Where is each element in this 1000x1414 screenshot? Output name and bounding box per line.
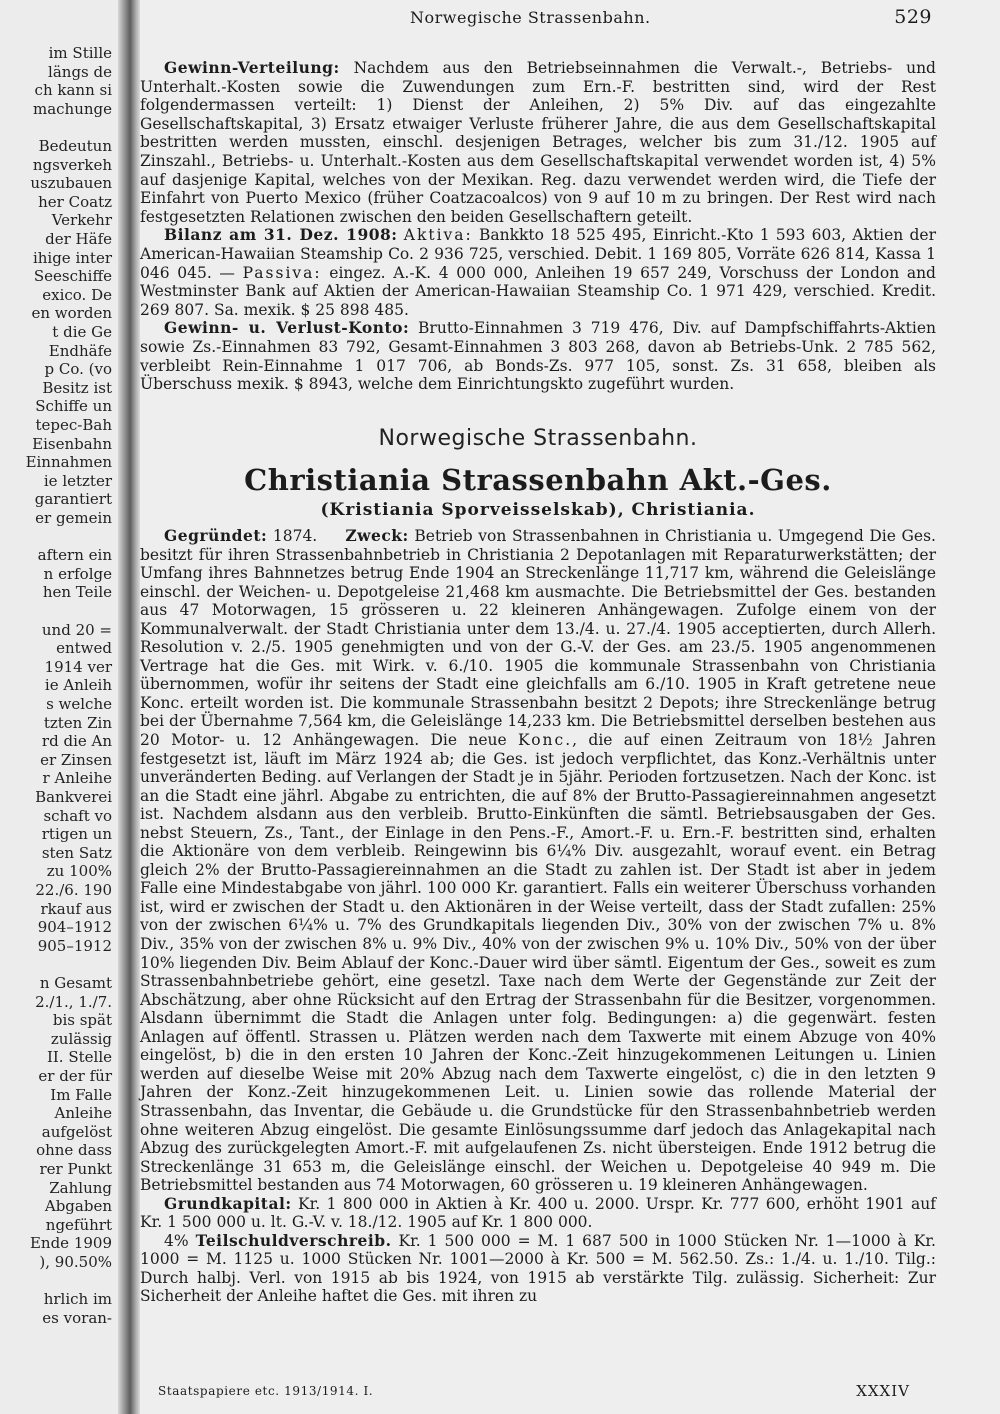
adjacent-page-fragment: ohne dass — [36, 1141, 112, 1160]
zweck-label: Zweck: — [345, 526, 409, 545]
adjacent-page-fragment: p Co. (vo — [44, 360, 112, 379]
konc-word: Konc. — [518, 731, 573, 750]
zweck-text: Betrieb von Strassenbahnen in Christiania u. Umgegend Die Ges. besitzt für ihren Strassenbahnbetrieb in Christiania 2 Depotanlagen mit Reparaturwerkstätten; der Umfang ihres Bahnnetzes betrug Ende 1904 an Streckenlänge 11,717 km, während die Geleislänge einschl. der Weichen- u. Depotgeleise 21,468 km ausmachte. Die Betriebsmittel der Ges. bestanden aus 47 Motorwagen, 15 grösseren u. 22 kleineren Anhängewagen. Zufolge einem von der Kommunalverwalt. der Stadt Christiania unter dem 13./4. u. 27./4. 1905 acceptierten, durch Allerh. Resolution v. 2./5. 1905 genehmigten und von der G.-V. der Ges. am 23./5. 1905 angenommenen Vertrage hat die Ges. mit Wirk. v. 6./10. 1905 die kommunale Strassenbahn von Christiania übernommen, wofür ihr seitens der Stadt eine gleichfalls am 6./10. 1905 in Kraft getretene neue Konc. erteilt worden ist. Die kommunale Strassenbahn besitzt 2 Depots; ihre Streckenlänge betrug bei der Übernahme 7,564 km, die Geleislänge 14,233 km. Die Betriebsmittel derselben bestehen aus 20 Motor- u. 12 Anhängewagen. — [140, 527, 936, 750]
adjacent-page-fragment: machunge — [32, 99, 112, 118]
adjacent-page-fragment: Bedeutun — [38, 137, 112, 155]
adjacent-page-fragment: garantiert — [34, 490, 112, 509]
gewinn-verlust-paragraph — [140, 319, 936, 393]
page-number: 529 — [894, 6, 932, 28]
adjacent-page-fragment: zulässig — [50, 1029, 112, 1048]
adjacent-page-fragment: ie letzter — [43, 471, 112, 490]
adjacent-page-fragment: ), 90.50% — [39, 1253, 112, 1271]
book-gutter — [118, 0, 140, 1414]
previous-entry — [140, 59, 936, 394]
adjacent-page-fragment: bis spät — [52, 1011, 112, 1030]
footer-sheet-number: XXXIV — [856, 1382, 910, 1400]
adjacent-page-fragment: ngsverkeh — [32, 155, 112, 174]
teilschuld-text: Kr. 1 500 000 = M. 1 687 500 in 1000 Stücken Nr. 1—1000 à Kr. 1000 = M. 1125 u. 1000 Stücken Nr. 1001—2000 à Kr. 500 = M. 562.50. Zs.: 1./4. u. 1./10. Tilg.: Durch halbj. Verl. von 1915 ab bis 1924, von 1915 ab verstärkte Tilg. zulässig. Sicherheit: Zur Sicherheit der Anleihe haftet die Ges. mit ihren zu — [140, 1231, 936, 1306]
adjacent-page-fragment: tzten Zin — [43, 713, 112, 732]
adjacent-page-fragment: entwed — [56, 639, 112, 658]
bilanz-paragraph — [140, 226, 936, 319]
adjacent-page-fragment: n erfolge — [43, 564, 112, 583]
adjacent-page-fragment: rkauf aus — [40, 899, 112, 918]
adjacent-page-fragment: Abgaben — [44, 1197, 112, 1216]
adjacent-page-fragment: der Häfe — [45, 230, 112, 248]
section-heading: Norwegische Strassenbahn. — [378, 426, 698, 451]
adjacent-page-fragment: her Coatz — [38, 192, 112, 211]
adjacent-page-fragment: Eisenbahn — [32, 434, 112, 453]
adjacent-page-fragment: hrlich im — [43, 1290, 112, 1309]
adjacent-page-fragment: Endhäfe — [48, 341, 112, 360]
gewinn-verlust-label: Gewinn- u. Verlust-Konto: — [164, 318, 410, 338]
adjacent-page-fragment: s welche — [46, 695, 112, 713]
teilschuld-paragraph — [140, 1232, 936, 1306]
adjacent-page-fragment: t die Ge — [52, 323, 112, 341]
gegruendet-zweck-paragraph — [140, 527, 936, 1195]
page-footer — [140, 1382, 1000, 1402]
adjacent-page-fragment: r Anleihe — [42, 769, 112, 788]
adjacent-page-fragment: ihige inter — [32, 248, 112, 267]
company-title: Christiania Strassenbahn Akt.-Ges. — [244, 463, 832, 497]
aktiva-text: Bankkto 18 525 495, Einricht.-Kto 1 593 603, Aktien der American-Hawaiian Steamship Co. 2 936 725, verschied. Debit. 1 169 805, Vorräte 626 814, Kassa 1 046 045. — — [140, 226, 936, 282]
gewinn-verlust-text: Brutto-Einnahmen 3 719 476, Div. auf Dampfschiffahrts-Aktien sowie Zs.-Einnahmen 83 792, Gesamt-Einnahmen 3 803 268, davon ab Betriebs-Unk. 2 785 562, verbleibt Rein-Einnahme 1 017 706, ab Bonds-Zs. 977 105, sonst. Zs. 31 658, bleiben als Überschuss mexik. $ 8943, welche dem Einrichtungskto zugeführt wurden. — [140, 319, 936, 394]
adjacent-page-fragment: und 20 = — [41, 620, 112, 639]
adjacent-page-fragment: er gemein — [35, 509, 112, 527]
gewinn-verteilung-paragraph — [140, 59, 936, 226]
adjacent-page-fragment: 905–1912 — [37, 936, 112, 955]
aktiva-label: Aktiva: — [403, 226, 473, 245]
adjacent-page-fragment: 904–1912 — [37, 918, 112, 937]
adjacent-page-fragment: längs de — [48, 62, 112, 81]
adjacent-page-fragment: aftern ein — [37, 546, 112, 565]
adjacent-page-fragment: im Stille — [48, 44, 112, 62]
adjacent-page-fragment: Bankverei — [35, 788, 112, 806]
adjacent-page-column — [0, 0, 118, 1414]
adjacent-page-fragment: 2./1., 1./7. — [35, 992, 112, 1011]
teilschuld-label: Teilschuldverschreib. — [195, 1230, 392, 1250]
adjacent-page-fragment: Besitz ist — [42, 378, 112, 397]
adjacent-page-fragment: Verkehr — [51, 211, 112, 230]
company-subtitle: (Kristiania Sporveisselskab), Christiania. — [320, 500, 756, 520]
konc-intro: Die neue — [430, 731, 507, 750]
adjacent-page-fragment: es voran- — [42, 1308, 112, 1327]
adjacent-page-fragment: Zahlung — [49, 1178, 112, 1197]
adjacent-page-fragment: exico. De — [42, 285, 112, 304]
adjacent-page-fragment: tepec-Bah — [35, 416, 112, 434]
passiva-label: Passiva: — [242, 263, 322, 282]
gegruendet-label: Gegründet: — [164, 526, 268, 545]
adjacent-page-fragment: Seeschiffe — [33, 267, 112, 286]
adjacent-page-fragment: hen Teile — [42, 583, 112, 602]
company-entry — [140, 527, 936, 1306]
adjacent-page-fragment: Anleihe — [54, 1104, 112, 1123]
adjacent-page-fragment: Schiffe un — [35, 397, 112, 416]
adjacent-page-fragment: en worden — [31, 304, 112, 323]
adjacent-page-fragment: er der für — [38, 1067, 112, 1085]
adjacent-page-fragment: aufgelöst — [41, 1122, 112, 1141]
page — [140, 0, 1000, 1414]
adjacent-page-fragment: rd die An — [41, 732, 112, 751]
konc-text: , die auf einen Zeitraum von 18½ Jahren festgesetzt ist, läuft im März 1924 ab; die Ges. ist jedoch verpflichtet, das Konz.-Verhältnis unter unveränderten Beding. auf Verlangen der Stadt je in 5jähr. Perioden fortzusetzen. Nach der Konc. ist an die Stadt eine jährl. Abgabe zu entrichten, die auf 8% der Brutto-Passagiereinnahmen angesetzt ist. Nachdem alsdann aus den verbleib. Brutto-Einkünften die sämtl. Betriebsausgaben der Ges. nebst Steuern, Zs., Tant., der Einlage in den Pens.-F., Amort.-F. u. Ern.-F. bestritten sind, erhalten die Aktionäre von dem verbleib. Reingewinn bis 6¼% Div. ausgezahlt, worauf event. ein Betrag gleich 2% der Brutto-Passagiereinnahmen an die Stadt zu zahlen ist. Der Stadt ist aber in jedem Falle eine Mindestabgabe von jährl. 100 000 Kr. garantiert. Falls ein weiterer Überschuss vorhanden ist, wird er zwischen der Stadt u. den Aktionären in der Weise verteilt, dass der Stadt zufallen: 25% von der zwischen 6¼% u. 7% des Grundkapitals liegenden Div., 30% von der zwischen 7% u. 8% Div., 35% von der zwischen 8% u. 9% Div., 40% von der zwischen 9% u. 10% Div., 50% von der über 10% liegenden Div. Beim Ablauf der Konc.-Dauer wird über sämtl. Eigentum der Ges., soweit es zum Strassenbahnbetriebe gehört, eine gesetzl. Taxe nach dem Werte der Gegenstände zur Zeit der Abschätzung, aber ohne Rücksicht auf den Ertrag der Strassenbahn für die Besitzer, vorgenommen. Alsdann übernimmt die Stadt die Anlagen unter folg. Bedingungen: a) die gegenwärt. festen Anlagen auf öffentl. Strassen u. Plätzen werden nach dem Taxwerte mit einem Abzuge von 40% eingelöst, b) die in den ersten 10 Jahren der Konc.-Zeit hinzugekommenen Leitungen u. Linien werden auf dieselbe Weise mit 20% Abzug nach dem Taxwerte eingelöst, c) die in den letzten 9 Jahren der Konz.-Zeit hinzugekommenen Leit. u. Linien sowie das rollende Material der Strassenbahn, das Inventar, die Gebäude u. die Grundstücke für den Strassenbahnbetrieb werden ohne weiteren Abzug eingelöst. Die gesamte Einlösungssumme darf jedoch das Anlagekapital nach Abzug des zurückgelegten Amort.-F. mit aufgelaufenen Zs. nicht übersteigen. Ende 1912 betrug die Streckenlänge 31 653 m, die Geleislänge einschl. der Weichen u. Depotgeleise 40 949 m. Die Betriebsmittel bestanden aus 74 Motorwagen, 60 grösseren u. 19 kleineren Anhängewagen. — [140, 731, 936, 1195]
adjacent-page-fragment: rtigen un — [41, 825, 112, 844]
bilanz-label: Bilanz am 31. Dez. 1908: — [164, 225, 398, 245]
footer-signature: Staatspapiere etc. 1913/1914. I. — [158, 1384, 374, 1398]
gewinn-verteilung-label: Gewinn-Verteilung: — [164, 58, 340, 77]
adjacent-page-fragment: sten Satz — [41, 843, 112, 862]
adjacent-page-fragment: ie Anleih — [44, 676, 112, 695]
adjacent-page-fragment: 22./6. 190 — [35, 881, 112, 899]
adjacent-page-fragment: II. Stelle — [46, 1048, 112, 1067]
adjacent-page-fragment: rer Punkt — [39, 1160, 112, 1178]
adjacent-page-fragment: ch kann si — [34, 81, 112, 100]
gegruendet-value: 1874. — [272, 527, 318, 545]
grundkapital-paragraph — [140, 1195, 936, 1232]
adjacent-page-fragment: Einnahmen — [25, 453, 112, 472]
grundkapital-label: Grundkapital: — [164, 1193, 292, 1213]
running-head — [140, 8, 1000, 30]
adjacent-page-fragment: er Zinsen — [40, 750, 112, 769]
adjacent-page-fragment: uszubauen — [30, 174, 112, 193]
adjacent-page-fragment: Im Falle — [50, 1085, 112, 1104]
gewinn-verteilung-text: Nachdem aus den Betriebseinnahmen die Verwalt.-, Betriebs- und Unterhalt.-Kosten sowie die Zuwendungen zum Ern.-F. bestritten sind, wird der Rest folgendermassen verteilt: 1) Dienst der Anleihen, 2) 5% Div. auf das eingezahlte Gesellschaftskapital, 3) Ersatz etwaiger Verluste früherer Jahre, die aus dem Gesellschaftskapital bestritten werden mussten, einschl. desjenigen Betrages, welcher bis zum 31./12. 1905 auf Zinszahl., Betriebs- u. Unterhalt.-Kosten aus dem Gesellschaftskapital verwendet worden ist, 4) 5% auf dasjenige Kapital, welches von der Mexikan. Reg. dazu verwendet werden wird, die Tiefe der Einfahrt von Puerto Mexico (früher Coatzacoalcos) von 9 auf 10 m zu bringen. Der Rest wird nach festgesetzten Relationen zwischen den beiden Gesellschaftern geteilt. — [140, 59, 936, 226]
adjacent-page-fragment: zu 100% — [46, 862, 112, 881]
running-head-title: Norwegische Strassenbahn. — [410, 8, 651, 27]
teilschuld-prefix: 4% — [164, 1231, 189, 1250]
grundkapital-text: Kr. 1 800 000 in Aktien à Kr. 400 u. 2000. Urspr. Kr. 777 600, erhöht 1901 auf Kr. 1 500 000 u. lt. G.-V. v. 18./12. 1905 auf Kr. 1 800 000. — [140, 1194, 936, 1232]
adjacent-page-fragment: ngeführt — [45, 1215, 112, 1234]
passiva-text: eingez. A.-K. 4 000 000, Anleihen 19 657 249, Vorschuss der London and Westminster Bank auf Aktien der American-Hawaiian Steamship Co. 1 971 429, verschied. Kredit. 269 807. Sa. mexik. $ 25 898 485. — [140, 263, 936, 319]
adjacent-page-fragment: 1914 ver — [44, 657, 112, 676]
adjacent-page-fragment: Ende 1909 — [29, 1234, 112, 1253]
adjacent-page-fragment: n Gesamt — [39, 974, 112, 992]
adjacent-page-fragment: schaft vo — [43, 806, 112, 825]
